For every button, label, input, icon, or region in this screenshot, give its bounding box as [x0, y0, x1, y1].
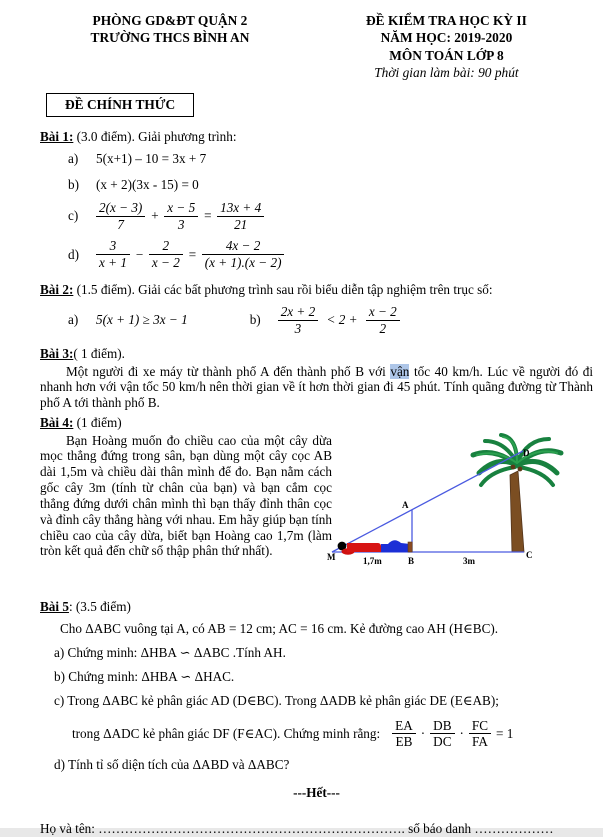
- bai3-label: Bài 3:: [40, 345, 74, 361]
- denominator: EB: [395, 734, 413, 750]
- bai5-heading: [40, 599, 593, 615]
- bai5-item-c-line2: [72, 719, 593, 750]
- item-label: b): [68, 176, 79, 192]
- end-marker: ---Hết---: [293, 785, 340, 801]
- bai4-label: Bài 4:: [40, 414, 74, 430]
- bai5-item-a: a) Chứng minh: ΔHBA ∽ ΔABC .Tính AH.: [54, 644, 286, 660]
- numerator: 2(x − 3): [96, 201, 145, 217]
- tree-trunk: [510, 471, 524, 552]
- operator: < 2 +: [326, 311, 358, 327]
- person-shirt: [347, 543, 381, 552]
- operator: ·: [459, 725, 464, 741]
- official-exam-box: ĐỀ CHÍNH THỨC: [46, 93, 194, 117]
- denominator: DC: [433, 734, 452, 750]
- bai2-label: Bài 2:: [40, 282, 74, 298]
- denominator: 3: [177, 216, 185, 232]
- bai4-desc: (1 điểm): [73, 414, 122, 430]
- bai2-heading: [40, 282, 593, 298]
- bai4-paragraph: Bạn Hoàng muốn đo chiều cao của một cây dừa mọc thẳng đứng trong sân, bạn dùng một cây cọc AB dài 1,5m và chiều dài thân mình để đo. Bạn nằm cách gốc cây 3m (tính từ chân của bạn) và bạn cắm cọc thẳng đứng dưới chân mình thì bạn thấy đỉnh thân cọc và đỉnh cây thẳng hàng với nhau. Em hãy giúp bạn tính chiều cao của cây dừa, biết bạn Hoàng cao 1,7m (làm tròn kết quả đến chữ số thập phân thứ nhất).: [40, 432, 332, 559]
- bai5-item-d: d) Tính tỉ số diện tích của ΔABD và ΔABC?: [54, 757, 290, 773]
- subject-grade: MÔN TOÁN LỚP 8: [389, 47, 504, 63]
- fraction: [96, 239, 130, 270]
- numerator: 2x + 2: [278, 305, 319, 321]
- fraction: [217, 201, 264, 232]
- bai3-text-1: Một người đi xe máy từ thành phố A đến thành phố B với: [66, 363, 391, 379]
- numerator: DB: [430, 719, 454, 735]
- fraction: [430, 719, 454, 750]
- operator: =: [203, 208, 213, 224]
- denominator: (x + 1).(x − 2): [204, 255, 282, 271]
- bai2-items: [68, 305, 593, 336]
- item-label: c): [68, 208, 79, 224]
- operator: ·: [420, 725, 426, 741]
- palm-tree: [473, 435, 561, 552]
- operator: −: [134, 246, 144, 262]
- bai1-item-c: [68, 201, 593, 232]
- bai3-paragraph: [40, 364, 593, 411]
- operator: +: [150, 208, 160, 224]
- construction-lines: [332, 451, 524, 552]
- bai3-desc: ( 1 điểm).: [73, 345, 125, 361]
- coconut: [518, 466, 523, 471]
- denominator: FA: [472, 734, 488, 750]
- numerator: FC: [469, 719, 491, 735]
- bai1-label: Bài 1:: [40, 128, 74, 144]
- denominator: x − 2: [151, 255, 180, 271]
- item-label: a): [68, 312, 79, 328]
- palm-tree-figure: [327, 429, 597, 587]
- exam-title: ĐỀ KIỂM TRA HỌC KỲ II: [366, 13, 527, 28]
- fraction: [149, 239, 183, 270]
- bai5-intro: Cho ΔABC vuông tại A, có AB = 12 cm; AC = 16 cm. Kẻ đường cao AH (H∈BC).: [60, 620, 499, 636]
- bai5-item-b: b) Chứng minh: ΔHBA ∽ ΔHAC.: [54, 668, 235, 684]
- fraction: [164, 201, 198, 232]
- bai5-c2-text: trong ΔADC kẻ phân giác DF (F∈AC). Chứng minh rằng:: [72, 725, 381, 741]
- person-pants: [381, 540, 410, 552]
- school-year: NĂM HỌC: 2019-2020: [380, 30, 513, 46]
- department-name: PHÒNG GD&ĐT QUẬN 2: [92, 13, 248, 28]
- item-label: a): [68, 150, 79, 166]
- bai2-desc: (1.5 điểm). Giải các bất phương trình sau rồi biểu diễn tập nghiệm trên trục số:: [73, 282, 493, 298]
- header: [40, 12, 593, 82]
- school-name: TRƯỜNG THCS BÌNH AN: [90, 30, 250, 46]
- inequality-fraction-group: [278, 305, 400, 336]
- bai1-item-a: [68, 151, 593, 167]
- fraction: [392, 719, 416, 750]
- equation: (x + 2)(3x - 15) = 0: [96, 176, 199, 192]
- label-D: D: [523, 447, 530, 458]
- numerator: x − 2: [366, 305, 400, 321]
- label-ground-length: 3m: [463, 555, 475, 566]
- coconut: [511, 464, 516, 469]
- exam-duration: Thời gian làm bài: 90 phút: [374, 65, 519, 81]
- numerator: 13x + 4: [217, 201, 264, 217]
- fraction: [96, 201, 145, 232]
- bai5-item-c-line1: c) Trong ΔABC kẻ phân giác AD (D∈BC). Trong ΔADB kẻ phân giác DE (E∈AB);: [54, 692, 499, 708]
- bai1-item-d: [68, 239, 593, 270]
- numerator: 2: [149, 239, 183, 255]
- bai4-section: [40, 433, 593, 593]
- bai5-label: Bài 5: [40, 598, 69, 614]
- numerator: x − 5: [164, 201, 198, 217]
- fraction: [366, 305, 400, 336]
- numerator: 3: [96, 239, 130, 255]
- header-exam-block: [300, 12, 593, 82]
- label-C: C: [526, 549, 533, 560]
- label-A: A: [402, 499, 409, 510]
- item-label: d): [68, 246, 79, 262]
- fraction: [202, 239, 285, 270]
- header-school-block: [40, 12, 300, 82]
- bai3-heading: [40, 346, 593, 362]
- numerator: 4x − 2: [202, 239, 285, 255]
- label-B: B: [408, 555, 415, 566]
- sight-line-MD: [332, 451, 523, 552]
- fraction: [278, 305, 319, 336]
- person-feet: [408, 542, 412, 552]
- bai1-heading: [40, 129, 593, 145]
- denominator: 21: [234, 216, 248, 232]
- bai3-text-2: tốc 40 km/h. Lúc về người đó đi nhanh hơn với vận tốc 50 km/h nên thời gian về ít hơn thời gian đi 45 phút. Tính quãng đường từ Thành phố A tới thành phố B.: [40, 363, 593, 410]
- bai5-desc: : (3.5 điểm): [68, 598, 131, 614]
- inequality: 5(x + 1) ≥ 3x − 1: [96, 312, 188, 328]
- denominator: x + 1: [99, 255, 127, 271]
- label-M: M: [327, 551, 336, 562]
- bai1-desc: (3.0 điểm). Giải phương trình:: [73, 128, 237, 144]
- item-label: b): [249, 312, 261, 328]
- equals-one: = 1: [496, 725, 514, 741]
- highlighted-word: vận: [390, 363, 410, 379]
- name-and-id-line: Họ và tên: ……………………………………………………………. số báo danh ………………: [40, 821, 554, 837]
- label-person-length: 1,7m: [363, 555, 382, 566]
- equation: 5(x+1) – 10 = 3x + 7: [96, 150, 207, 166]
- fraction: [469, 719, 491, 750]
- numerator: EA: [392, 719, 416, 735]
- denominator: 2: [379, 320, 387, 336]
- denominator: 3: [294, 320, 302, 336]
- bai1-item-b: [68, 177, 593, 193]
- operator: =: [187, 246, 197, 262]
- denominator: 7: [117, 216, 124, 232]
